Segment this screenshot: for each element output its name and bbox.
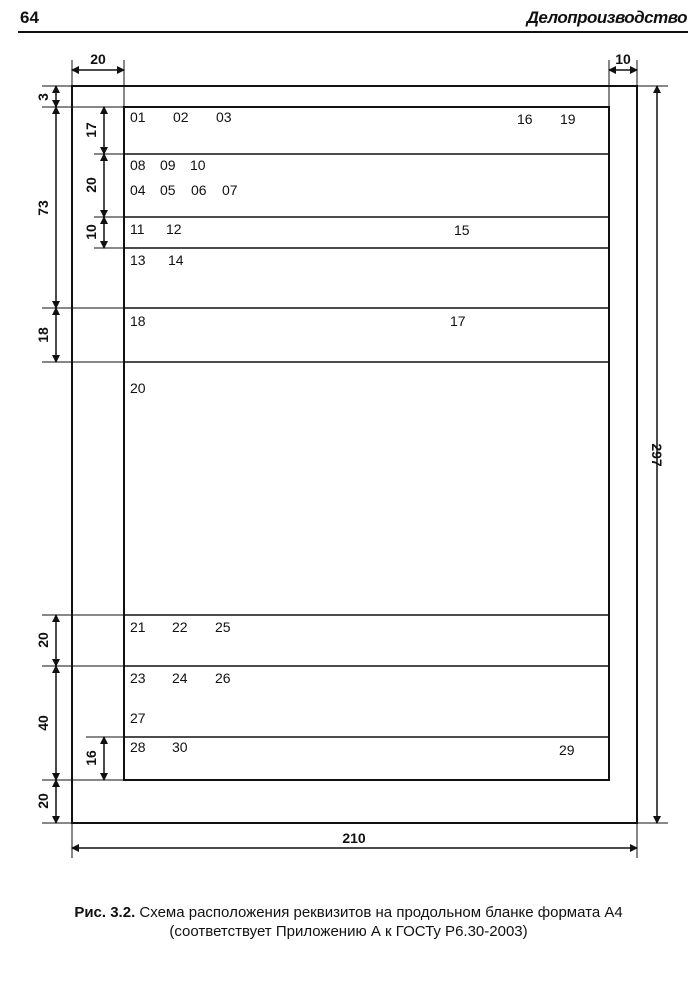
dim-bottom-40: 40	[35, 715, 51, 731]
dim-left-margin: 20	[90, 51, 106, 67]
dim-block-10: 10	[83, 224, 99, 240]
code-label: 14	[168, 252, 184, 268]
code-label: 04	[130, 182, 146, 198]
code-label: 27	[130, 710, 146, 726]
code-label: 23	[130, 670, 146, 686]
page-number: 64	[20, 8, 39, 27]
code-label: 29	[559, 742, 575, 758]
dim-block-20-top: 20	[83, 177, 99, 193]
code-label: 20	[130, 380, 146, 396]
code-label: 12	[166, 221, 182, 237]
figure-caption	[0, 903, 697, 941]
dim-page-height: 297	[649, 443, 665, 467]
code-label: 30	[172, 739, 188, 755]
code-label: 11	[130, 221, 145, 237]
dim-bottom-20a: 20	[35, 632, 51, 648]
code-label: 25	[215, 619, 231, 635]
requisites-area	[124, 107, 609, 780]
dim-bottom-20b: 20	[35, 793, 51, 809]
page-outline	[72, 86, 637, 823]
code-label: 17	[450, 313, 466, 329]
zone-lines	[124, 154, 609, 737]
caption-label: Рис. 3.2.	[74, 904, 136, 921]
running-title: Делопроизводство	[526, 8, 687, 27]
code-label: 08	[130, 157, 146, 173]
code-label: 02	[173, 109, 189, 125]
code-label: 15	[454, 222, 470, 238]
code-label: 18	[130, 313, 146, 329]
code-label: 28	[130, 739, 146, 755]
dim-top: 3	[35, 93, 51, 101]
dim-block-17: 17	[83, 122, 99, 138]
dimension-arrows	[56, 70, 657, 848]
code-label: 26	[215, 670, 231, 686]
code-label: 21	[130, 619, 146, 635]
code-label: 22	[172, 619, 188, 635]
dim-bottom-16: 16	[83, 750, 99, 766]
requisite-codes	[130, 109, 576, 758]
caption-note: (соответствует Приложению А к ГОСТу Р6.30-2003)	[169, 923, 528, 940]
code-label: 05	[160, 182, 176, 198]
dim-right-margin: 10	[615, 51, 631, 67]
dim-block-73: 73	[35, 200, 51, 216]
dim-block-18: 18	[35, 327, 51, 343]
code-label: 01	[130, 109, 146, 125]
code-label: 07	[222, 182, 238, 198]
caption-text: Схема расположения реквизитов на продольном бланке формата А4	[139, 904, 623, 921]
code-label: 09	[160, 157, 176, 173]
dim-page-width: 210	[342, 830, 366, 846]
caption-line-1	[0, 903, 697, 922]
code-label: 03	[216, 109, 232, 125]
code-label: 24	[172, 670, 188, 686]
code-label: 10	[190, 157, 206, 173]
code-label: 19	[560, 111, 576, 127]
code-label: 13	[130, 252, 146, 268]
code-label: 16	[517, 111, 533, 127]
code-label: 06	[191, 182, 207, 198]
